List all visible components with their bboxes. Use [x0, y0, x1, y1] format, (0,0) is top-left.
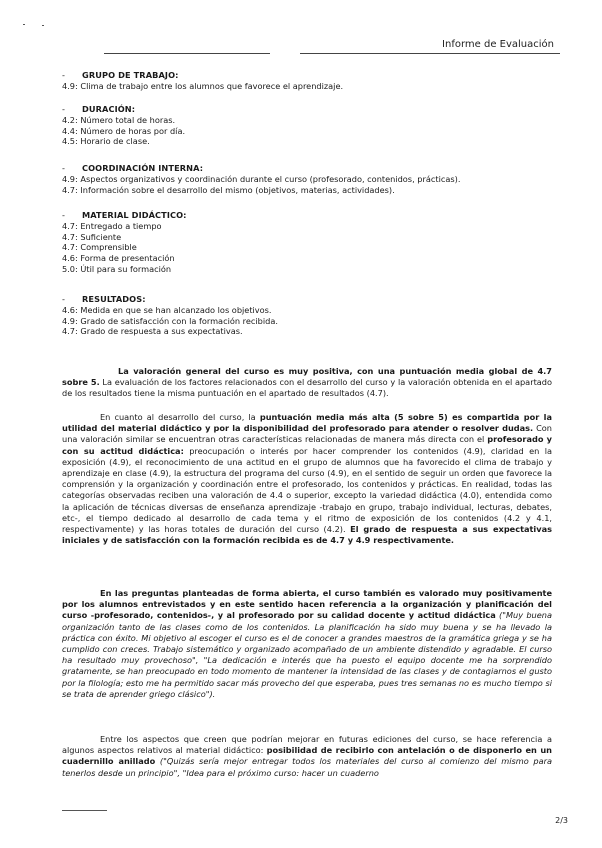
page-number: 2/3 — [555, 816, 568, 825]
section-grupo: - GRUPO DE TRABAJO: 4.9: Clima de trabajo entre los alumnos que favorece el aprendizaje. — [62, 70, 562, 92]
section-title: DURACIÓN: — [82, 104, 136, 114]
section-coordinacion: - COORDINACIÓN INTERNA: 4.9: Aspectos organizativos y coordinación durante el curso (profesorado, contenidos, prácticas). 4.7: Información sobre el desarrollo del mismo (objetivos, materias, actividades). — [62, 163, 562, 195]
section-title: GRUPO DE TRABAJO: — [82, 70, 179, 80]
development-bold: puntuación media más alta (5 sobre 5) es compartida por la utilidad del material didáctico y por la disponibilidad del profesorado para atender o resolver dudas. — [62, 412, 553, 434]
paragraph-open-questions — [62, 588, 552, 700]
section-item: 4.9: Aspectos organizativos y coordinación durante el curso (profesorado, contenidos, prácticas). — [62, 173, 461, 184]
improvements-bold: posibilidad de recibirlo con antelación o de disponerlo en un cuadernillo anillado — [62, 745, 552, 767]
section-item: 4.7: Grado de respuesta a sus expectativas. — [62, 326, 243, 337]
development-text: Con una valoración similar se encuentran otras características relacionadas de manera más directa con el — [62, 423, 552, 445]
footnote-rule — [62, 810, 107, 811]
summary-text: La evaluación de los factores relacionados con el desarrollo del curso y la valoración obtenida en el apartado de los resultados tiene la misma puntuación en el apartado de resultados (4.7). — [62, 377, 553, 399]
section-item: 4.5: Horario de clase. — [62, 136, 150, 147]
summary-bold: La valoración general del curso es muy positiva, con una puntuación media global de 4.7 sobre 5. — [62, 366, 552, 388]
section-resultados: - RESULTADOS: 4.6: Medida en que se han alcanzado los objetivos. 4.9: Grado de satisfacción con la formación recibida. 4.7: Grado de respuesta a sus expectativas. — [62, 294, 562, 337]
section-item: 4.7: Información sobre el desarrollo del mismo (objetivos, materias, actividades). — [62, 184, 395, 195]
development-text: En cuanto al desarrollo del curso, la — [100, 412, 260, 422]
improvements-quote: ("Quizás sería mejor entregar todos los materiales del curso al comienzo del mismo para tenerlos desde un principio", "Idea para el próximo curso: hacer un cuaderno — [62, 756, 552, 778]
section-material: - MATERIAL DIDÁCTICO: 4.7: Entregado a tiempo 4.7: Suficiente 4.7: Comprensible 4.6: Forma de presentación 5.0: Útil para su formación — [62, 210, 562, 275]
development-bold: profesorado y con su actitud didáctica: — [62, 434, 552, 456]
header-title: Informe de Evaluación — [442, 39, 554, 50]
paragraph-summary — [62, 366, 552, 400]
section-title: COORDINACIÓN INTERNA: — [82, 163, 204, 173]
section-duracion: - DURACIÓN: 4.2: Número total de horas. 4.4: Número de horas por día. 4.5: Horario de clase. — [62, 104, 562, 147]
section-item: 4.6: Medida en que se han alcanzado los objetivos. — [62, 304, 272, 315]
section-item: 4.6: Forma de presentación — [62, 253, 175, 264]
section-item: 4.9: Grado de satisfacción con la formación recibida. — [62, 315, 278, 326]
paragraph-development — [62, 412, 552, 546]
open-questions-quote: ("Muy buena organización tanto de las clases como de los contenidos. La planificación ha sido muy buena y se ha llevado la práctica con éxito. Mi objetivo al escoger el curso es el de conocer a grandes maestros de la gramática griega y se ha cumplido con creces. Trabajo sistemático y organizado acompañado de un ambiente distendido y agradable. El curso ha resultado muy provechoso", "La dedicación e interés que ha puesto el equipo docente me ha sorprendido gratamente, se han preocupado en todo momento de mantener la intensidad de las clases y de contagiarnos el gusto por la filología; esto me ha permitido sacar más provecho del que esperaba, pues tres semanas no es mucho tiempo si se trata de aprender griego clásico"). — [62, 610, 552, 699]
development-text: preocupación o interés por hacer comprender los contenidos (4.9), claridad en la exposición (4.9), el reconocimiento de una actitud en el grupo de alumnos que ha favorecido el clima de trabajo y aprendizaje en clase (4.9), la estructura del programa del curso (4.9), en el sentido de seguir un orden que favorece la comprensión y la organización y coordinación entre el profesorado, los contenidos y prácticas. En realidad, todas las categorías observadas reciben una valoración de 4.4 o superior, excepto la variedad didáctica (4.0), entendida como la aplicación de técnicas diversas de enseñanza aprendizaje -trabajo en grupo, trabajo individual, lecturas, debates, etc-, el tiempo dedicado al desarrollo de cada tema y el ritmo de exposición de los contenidos (4.2 y 4.1, respectivamente) y las horas totales de duración del curso (4.2). — [62, 445, 552, 535]
scan-speck — [23, 24, 25, 25]
header-rule-right — [300, 53, 560, 54]
section-item: 4.7: Comprensible — [62, 242, 137, 253]
improvements-text: Entre los aspectos que creen que podrían mejorar en futuras ediciones del curso, se hace referencia a algunos aspectos relativos al material didáctico: — [62, 734, 552, 756]
development-bold: El grado de respuesta a sus expectativas iniciales y de satisfacción con la formación recibida es de 4.7 y 4.9 respectivamente. — [62, 524, 552, 546]
open-questions-bold: En las preguntas planteadas de forma abierta, el curso también es valorado muy positivamente por los alumnos entrevistados y en este sentido hacen referencia a la organización y planificación del curso -profesorado, contenidos-, y al profesorado por su calidad docente y actitud didáctica — [62, 588, 552, 621]
section-item: 4.7: Suficiente — [62, 231, 122, 242]
section-item: 4.9: Clima de trabajo entre los alumnos que favorece el aprendizaje. — [62, 80, 344, 91]
section-item: 5.0: Útil para su formación — [62, 263, 172, 274]
section-title: MATERIAL DIDÁCTICO: — [82, 210, 187, 220]
paragraph-improvements — [62, 734, 552, 779]
section-title: RESULTADOS: — [82, 294, 146, 304]
section-item: 4.4: Número de horas por día. — [62, 125, 186, 136]
header-rule-left — [104, 53, 270, 54]
section-item: 4.2: Número total de horas. — [62, 114, 176, 125]
section-item: 4.7: Entregado a tiempo — [62, 220, 162, 231]
scan-speck — [42, 25, 44, 26]
